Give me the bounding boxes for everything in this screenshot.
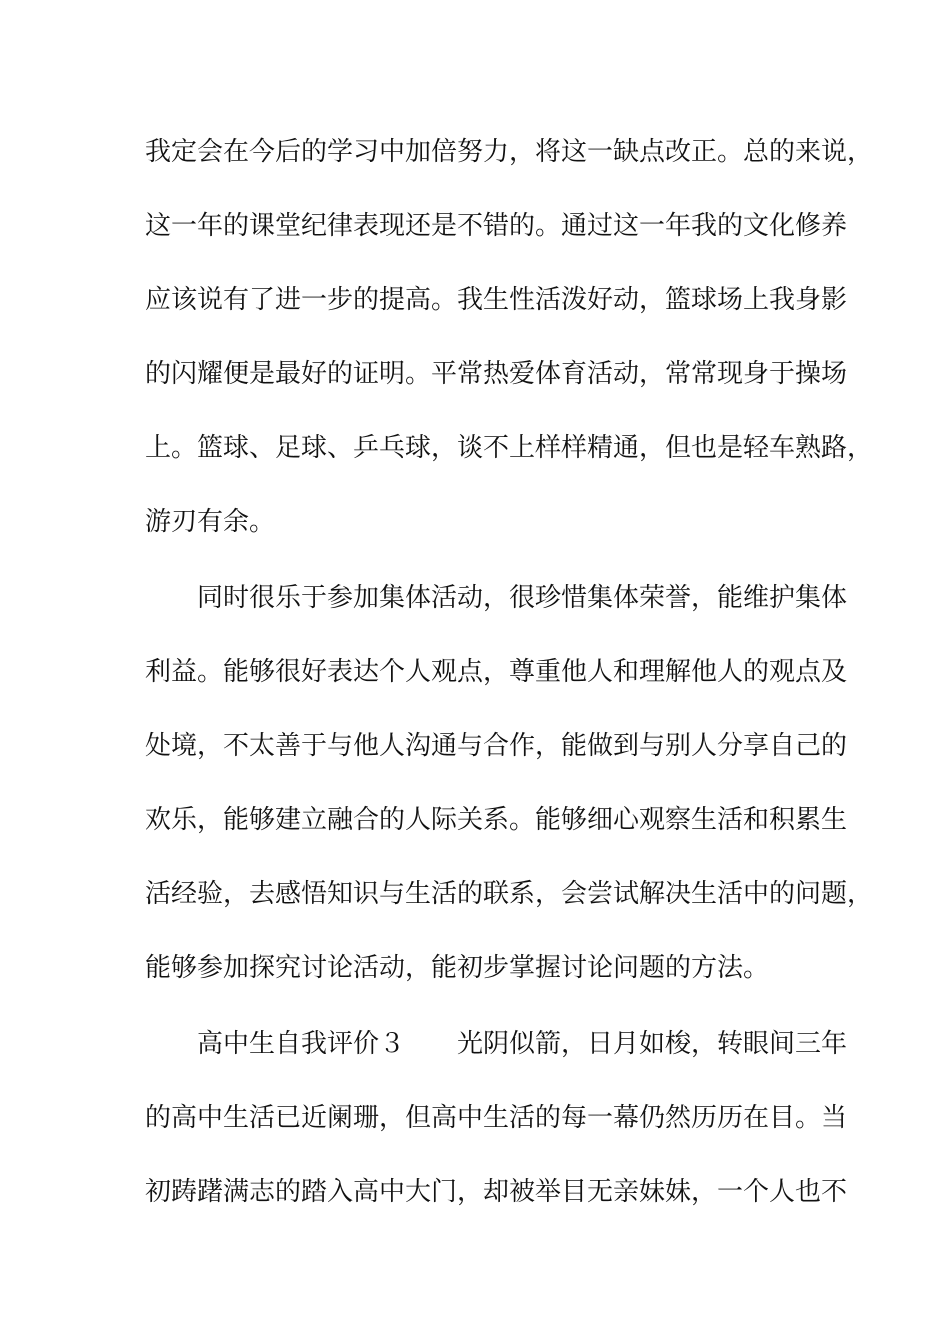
- text-line: 初踌躇满志的踏入高中大门，却被举目无亲妹妹，一个人也不: [145, 1177, 848, 1207]
- text-line: 活经验，去感悟知识与生活的联系，会尝试解决生活中的问题，: [145, 879, 874, 909]
- text-line: 欢乐，能够建立融合的人际关系。能够细心观察生活和积累生: [145, 805, 848, 835]
- section-heading-line: 高中生自我评价３ 光阴似箭，日月如梭，转眼间三年: [145, 1029, 848, 1059]
- text-line: 的闪耀便是最好的证明。平常热爱体育活动，常常现身于操场: [145, 359, 848, 389]
- text-line: 应该说有了进一步的提高。我生性活泼好动，篮球场上我身影: [145, 285, 848, 315]
- text-line: 能够参加探究讨论活动，能初步掌握讨论问题的方法。: [145, 953, 770, 983]
- text-line: 同时很乐于参加集体活动，很珍惜集体荣誉，能维护集体: [145, 583, 848, 613]
- text-line: 处境，不太善于与他人沟通与合作，能做到与别人分享自己的: [145, 731, 848, 761]
- text-line: 游刃有余。: [145, 507, 276, 537]
- text-line: 利益。能够很好表达个人观点，尊重他人和理解他人的观点及: [145, 657, 848, 687]
- text-line: 我定会在今后的学习中加倍努力，将这一缺点改正。总的来说，: [145, 137, 874, 167]
- text-line: 这一年的课堂纪律表现还是不错的。通过这一年我的文化修养: [145, 211, 848, 241]
- text-line: 的高中生活已近阑珊，但高中生活的每一幕仍然历历在目。当: [145, 1103, 848, 1133]
- text-line: 上。篮球、足球、乒乓球，谈不上样样精通，但也是轻车熟路，: [145, 433, 874, 463]
